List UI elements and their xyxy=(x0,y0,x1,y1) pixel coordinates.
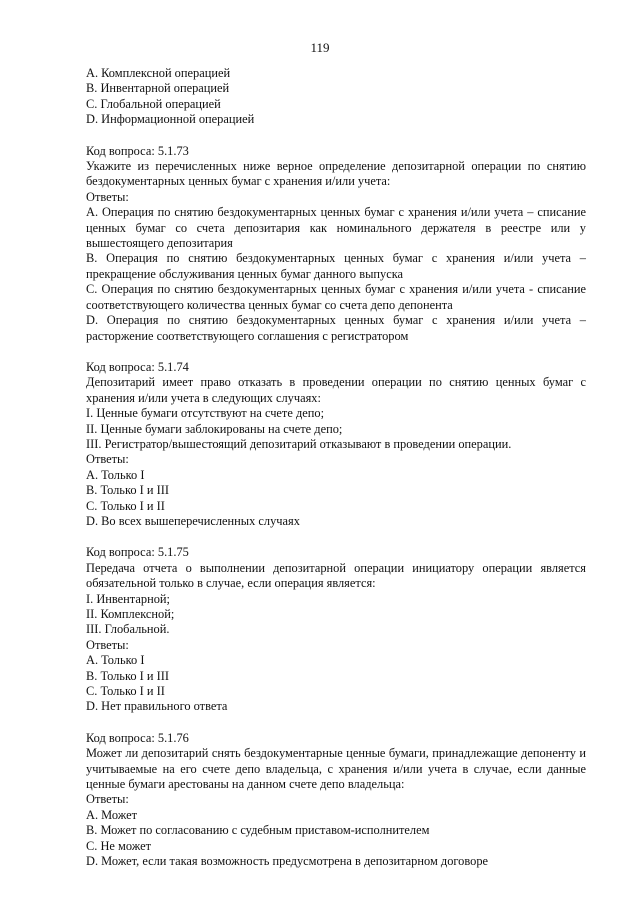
question-text: Депозитарий имеет право отказать в проведении операции по снятию ценных бумаг с хранения и/или учета в следующих случаях: xyxy=(86,375,586,405)
question-block xyxy=(86,360,586,529)
condition-item: I. Ценные бумаги отсутствуют на счете депо; xyxy=(86,406,325,421)
answers-label: Ответы: xyxy=(86,637,129,652)
answer-option: C. Только I и II xyxy=(86,498,165,513)
condition-item: III. Регистратор/вышестоящий депозитарий отказывают в проведении операции. xyxy=(86,436,512,451)
question-block xyxy=(86,144,586,344)
answers-label: Ответы: xyxy=(86,792,129,807)
condition-item: II. Комплексной; xyxy=(86,607,175,621)
answer-option: A. Только I xyxy=(86,653,145,668)
question-text: Укажите из перечисленных ниже верное определение депозитарной операции по снятию бездокументарных ценных бумаг с хранения и/или учета: xyxy=(86,159,586,189)
intro-answers-block xyxy=(86,66,586,128)
answer-option: C. Глобальной операцией xyxy=(86,96,221,111)
question-block xyxy=(86,731,586,870)
question-code: Код вопроса: 5.1.75 xyxy=(86,545,189,560)
condition-item: I. Инвентарной; xyxy=(86,591,170,606)
question-block xyxy=(86,545,586,714)
question-code: Код вопроса: 5.1.74 xyxy=(86,359,189,374)
answer-option: D. Во всех вышеперечисленных случаях xyxy=(86,513,300,528)
page-number: 119 xyxy=(310,40,330,55)
question-text: Может ли депозитарий снять бездокументарные ценные бумаги, принадлежащие депоненту и учитываемые на его счете депо владельца, с хранения и/или учета в случае, если данные ценные бумаги арестованы на данном счете депо владельца: xyxy=(86,746,586,792)
condition-item: II. Ценные бумаги заблокированы на счете депо; xyxy=(86,421,343,436)
answer-option: B. Только I и III xyxy=(86,483,169,498)
answer-option: C. Операция по снятию бездокументарных ценных бумаг с хранения и/или учета - списание соответствующего количества ценных бумаг со счета депо депонента xyxy=(86,282,586,312)
answer-option: D. Операция по снятию бездокументарных ценных бумаг с хранения и/или учета – расторжение соответствующего соглашения с регистратором xyxy=(86,313,586,343)
answer-option: B. Операция по снятию бездокументарных ценных бумаг с хранения и/или учета – прекращение обслуживания ценных бумаг данного выпуска xyxy=(86,251,586,281)
answers-label: Ответы: xyxy=(86,189,129,204)
question-code: Код вопроса: 5.1.73 xyxy=(86,143,189,158)
answer-option: B. Инвентарной операцией xyxy=(86,81,230,96)
answer-option: A. Может xyxy=(86,807,138,822)
answers-label: Ответы: xyxy=(86,452,129,467)
answer-option: C. Только I и II xyxy=(86,684,165,699)
answer-option: D. Нет правильного ответа xyxy=(86,699,228,714)
answer-option: D. Информационной операцией xyxy=(86,112,255,127)
answer-option: D. Может, если такая возможность предусмотрена в депозитарном договоре xyxy=(86,854,489,869)
question-code: Код вопроса: 5.1.76 xyxy=(86,730,189,745)
answer-option: A. Комплексной операцией xyxy=(86,66,231,80)
answer-option: A. Только I xyxy=(86,467,145,482)
answer-option: C. Не может xyxy=(86,838,152,853)
condition-item: III. Глобальной. xyxy=(86,622,170,637)
answer-option: A. Операция по снятию бездокументарных ценных бумаг с хранения и/или учета – списание ценных бумаг со счета депозитария как номинального держателя в реестре или у вышестоящего депозитария xyxy=(86,205,586,251)
answer-option: B. Может по согласованию с судебным приставом-исполнителем xyxy=(86,823,430,838)
page-content xyxy=(86,66,586,886)
question-text: Передача отчета о выполнении депозитарной операции инициатору операции является обязательной только в случае, если операция является: xyxy=(86,560,586,591)
answer-option: B. Только I и III xyxy=(86,668,169,683)
